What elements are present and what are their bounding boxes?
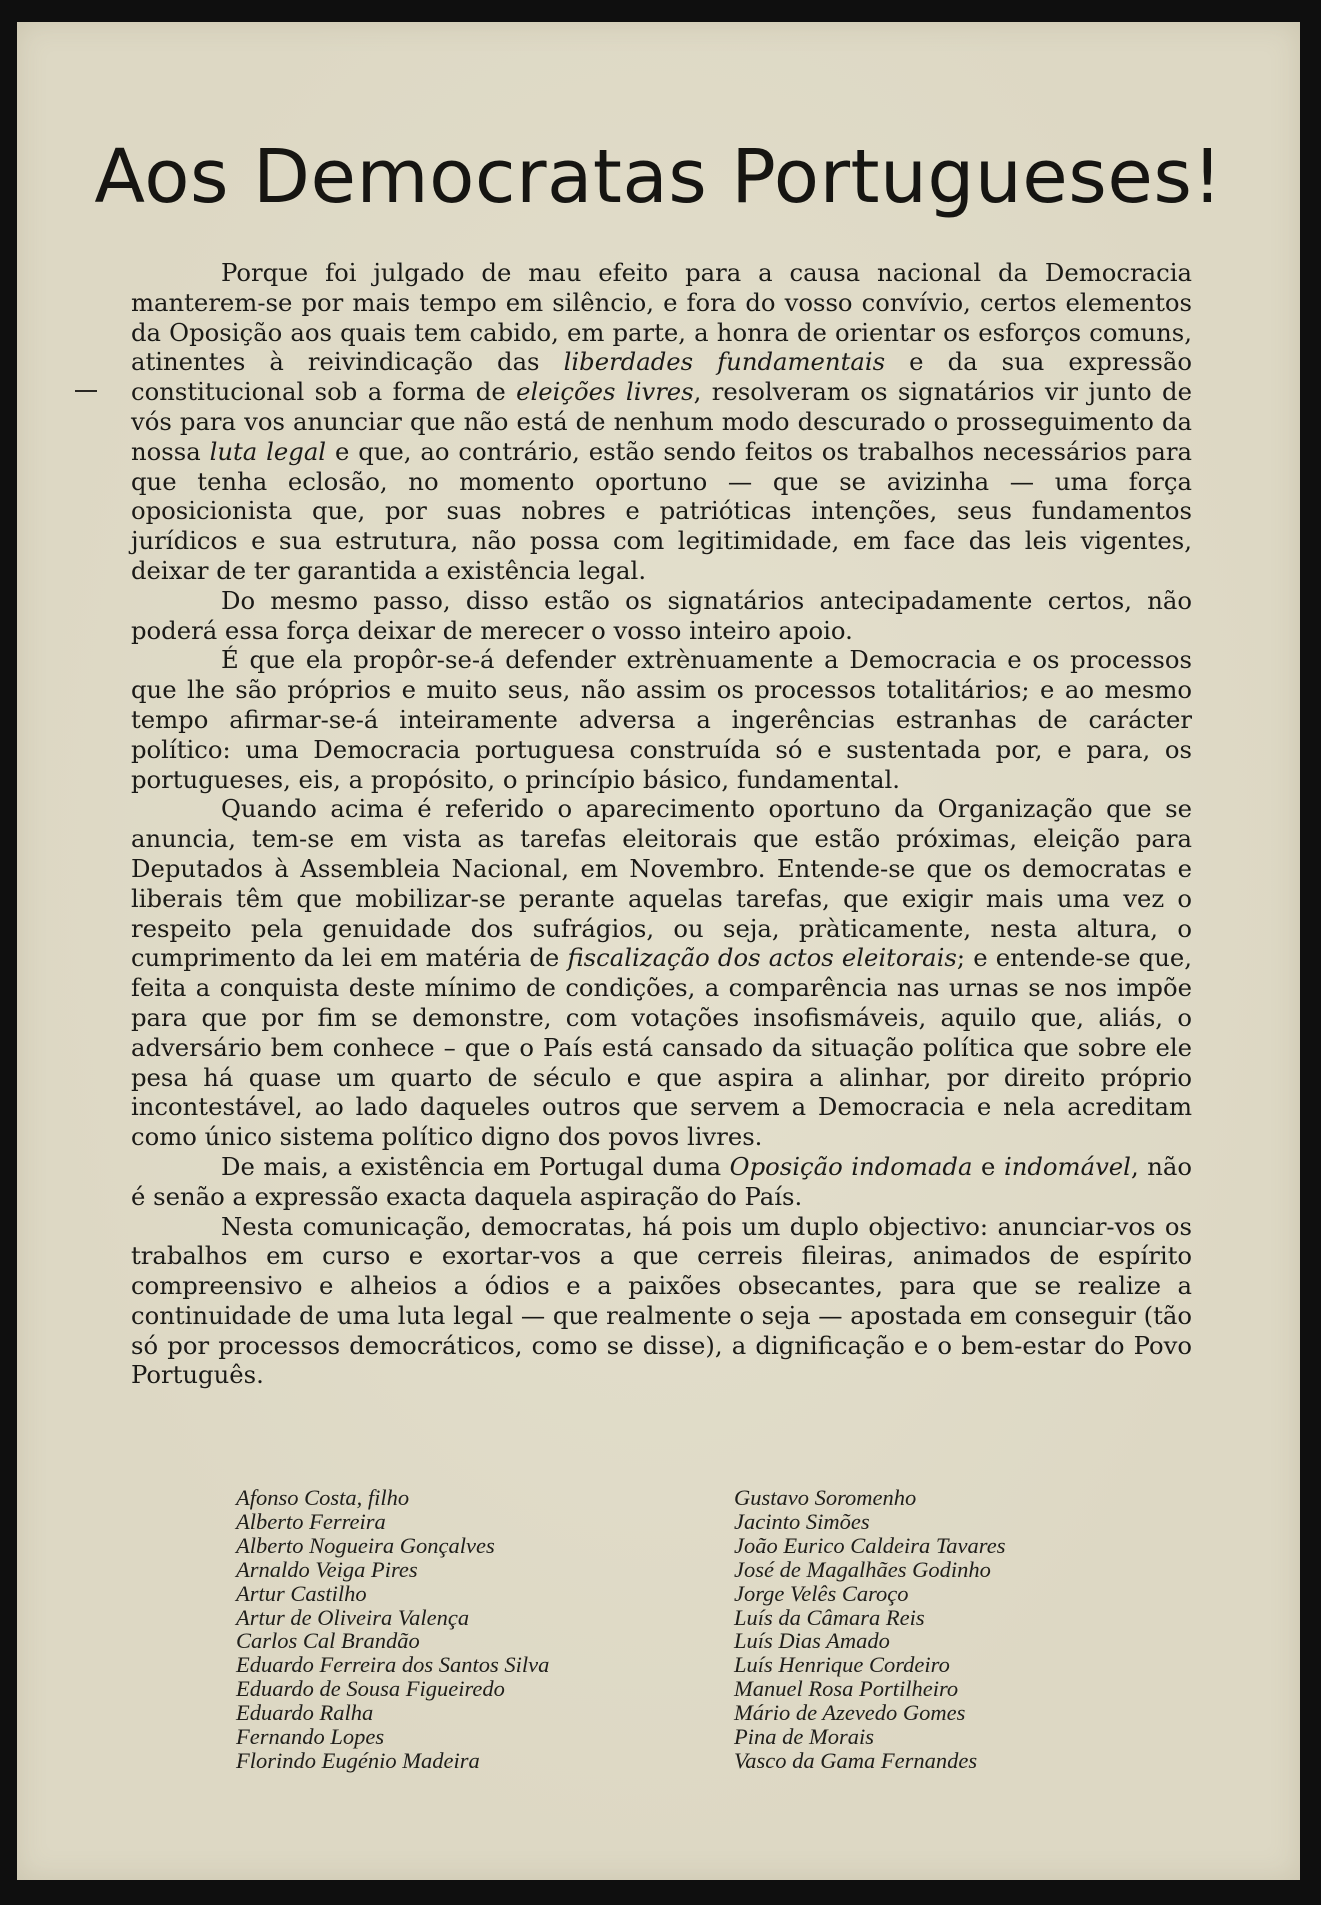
text-run: De mais, a existência em Portugal duma [221,1151,730,1181]
emphasized-text: fiscalização dos actos eleitorais [567,943,957,973]
body-paragraph [131,1212,1192,1391]
signatory-name: Luís da Câmara Reis [734,1604,925,1630]
signatory-name: Artur Castilho [236,1580,367,1606]
document-title: Aos Democratas Portugueses! [94,134,1223,220]
signatory-name: Luís Dias Amado [734,1628,890,1654]
emphasized-text: indomável [1003,1151,1131,1181]
signatory-name: Carlos Cal Brandão [236,1628,420,1654]
signatory-name: Florindo Eugénio Madeira [236,1747,480,1773]
text-run: Do mesmo passo, disso estão os signatários antecipadamente certos, não poderá essa força deixar de merecer o vosso inteiro apoio. [131,585,1192,645]
leaflet-sheet [17,22,1300,1880]
signatory-name: Eduardo Ferreira dos Santos Silva [236,1652,550,1678]
signatories-right-column [734,1486,1005,1773]
text-run: e da sua expressão constitucional sob a forma de [131,347,1193,407]
body-paragraph [131,794,1192,1152]
emphasized-text: Oposição indomada [729,1151,973,1181]
text-run: Nesta comunicação, democratas, há pois um duplo objectivo: anunciar-vos os trabalhos em curso e exortar-vos a que cerreis fileiras, animados de espírito compreensivo e alheios a ódios e a paixões obsecantes, para que se realize a continuidade de uma luta legal — que realmente o seja — apostada em conseguir (tão só por processos democráticos, como se disse), a dignificação e o bem-estar do Povo Português. [131,1211,1192,1390]
signatory-name: Alberto Ferreira [236,1508,386,1534]
signatories-left-column [236,1486,549,1773]
signatory-name: João Eurico Caldeira Tavares [734,1532,1006,1558]
signatory-name: Mário de Azevedo Gomes [734,1700,966,1726]
signatory-name: Gustavo Soromenho [734,1485,917,1510]
signatory-name: José de Magalhães Godinho [734,1556,991,1582]
text-run: e que, ao contrário, estão sendo feitos os trabalhos necessários para que tenha eclosão, no momento oportuno — que se avizinha — uma força oposicionista que, por suas nobres e patrióticas intenções, seus fundamentos jurídicos e sua estrutura, não possa com legitimidade, em face das leis vigentes, deixar de ter garantida a existência legal. [131,436,1192,585]
text-run: ; e entende-se que, feita a conquista deste mínimo de condições, a comparência nas urnas se nos impõe para que por fim se demonstre, com votações insofismáveis, aquilo que, aliás, o adversário bem conhece – que o País está cansado da situação política que sobre ele pesa há quase um quarto de século e que aspira a alinhar, por direito próprio incontestável, ao lado daqueles outros que servem a Democracia e nela acreditam como único sistema político digno dos povos livres. [131,943,1192,1152]
signatory-name: Manuel Rosa Portilheiro [734,1676,959,1702]
signatory-name: Alberto Nogueira Gonçalves [236,1532,495,1558]
signatory-name: Jacinto Simões [734,1508,870,1534]
body-paragraph [131,258,1192,586]
signatory-name: Jorge Velês Caroço [734,1580,909,1606]
body-paragraph [131,586,1192,646]
text-run: , resolveram os signatários vir junto de vós para vos anunciar que não está de nenhum modo descurado o prosseguimento da nossa [131,377,1192,466]
margin-mark [75,390,97,392]
text-run: É que ela propôr-se-á defender extrènuamente a Democracia e os processos que lhe são próprios e muito seus, não assim os processos totalitários; e ao mesmo tempo afirmar-se-á inteiramente adversa a ingerências estranhas de carácter político: uma Democracia portuguesa construída só e sustentada por, e para, os portugueses, eis, a propósito, o princípio básico, fundamental. [131,645,1192,794]
text-run: , não é senão a expressão exacta daquela aspiração do País. [131,1151,1193,1211]
signatory-name: Artur de Oliveira Valença [236,1604,470,1630]
emphasized-text: luta legal [209,436,327,466]
body-paragraph [131,1152,1192,1212]
text-run: Porque foi julgado de mau efeito para a causa nacional da Democracia manterem-se por mais tempo em silêncio, e fora do vosso convívio, certos elementos da Oposição aos quais tem cabido, em parte, a honra de orientar os esforços comuns, atinentes à reivindicação das [131,258,1192,377]
signatory-name: Luís Henrique Cordeiro [734,1652,950,1678]
signatory-name: Fernando Lopes [236,1724,385,1750]
signatory-name: Vasco da Gama Fernandes [734,1747,978,1773]
document-body [131,258,1192,1390]
signatory-name: Pina de Morais [734,1724,874,1750]
emphasized-text: liberdades fundamentais [563,347,886,377]
emphasized-text: eleições livres [516,377,694,407]
signatory-name: Afonso Costa, filho [236,1485,410,1510]
signatory-name: Arnaldo Veiga Pires [236,1556,418,1582]
signatory-name: Eduardo de Sousa Figueiredo [236,1676,505,1702]
signatory-name: Eduardo Ralha [236,1700,374,1726]
text-run: Quando acima é referido o aparecimento oportuno da Organização que se anuncia, tem-se em vista as tarefas eleitorais que estão próximas, eleição para Deputados à Assembleia Nacional, em Novembro. Entende-se que os democratas e liberais têm que mobilizar-se perante aquelas tarefas, que exigir mais uma vez o respeito pela genuidade dos sufrágios, ou seja, pràticamente, nesta altura, o cumprimento da lei em matéria de [131,794,1192,973]
body-paragraph [131,645,1192,794]
text-run: e [972,1151,1004,1181]
